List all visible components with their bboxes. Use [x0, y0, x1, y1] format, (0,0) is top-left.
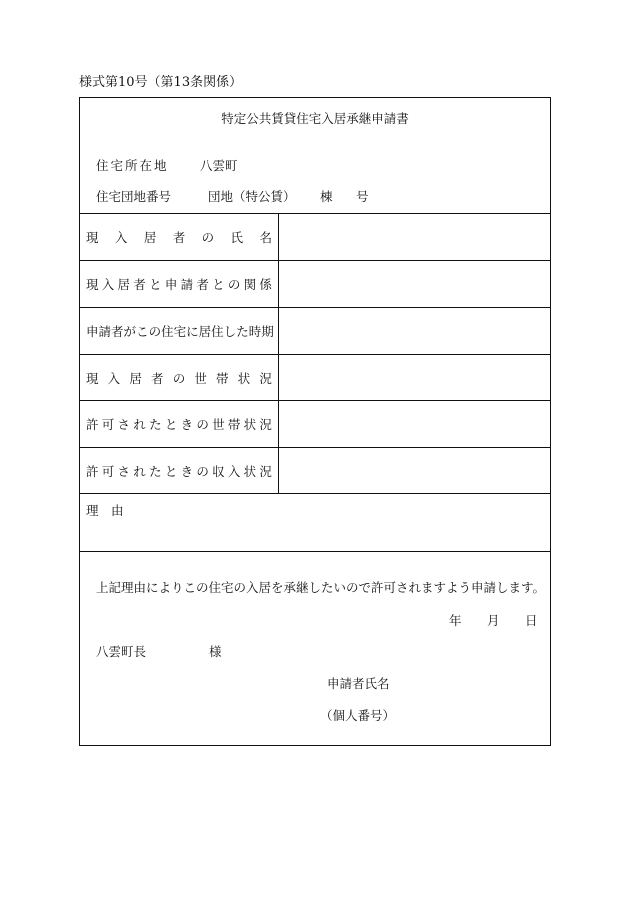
table-row-label: 現 入 居 者 の 世 帯 状 況: [86, 371, 272, 386]
complex-number-label: 住宅団地番号: [96, 189, 172, 204]
complex-gou-label: 号: [356, 189, 369, 204]
applicant-number-label: （個人番号）: [320, 708, 396, 723]
table-row-label: 現 入 居 者 と 申 請 者 と の 関 係: [86, 277, 272, 292]
date-day: 日: [525, 613, 538, 628]
form-title: 特定公共賃貸住宅入居承継申請書: [221, 111, 409, 126]
table-row-label: 申 請 者 が こ の 住 宅 に 居 住 し た 時 期: [86, 324, 274, 339]
divider: [80, 551, 550, 552]
table-row-label: 許 可 さ れ た と き の 世 帯 状 況: [86, 417, 272, 432]
complex-tou-label: 棟: [320, 189, 333, 204]
table-row-label: 現 入 居 者 の 氏 名: [86, 230, 272, 245]
table-row-label: 許 可 さ れ た と き の 収 入 状 況: [86, 464, 272, 479]
divider: [80, 493, 550, 494]
date-month: 月: [487, 613, 500, 628]
applicant-name-label: 申請者氏名: [327, 676, 390, 691]
form-number-label: 様式第10号（第13条関係）: [79, 75, 243, 90]
addressee-name: 八雲町長: [96, 644, 147, 659]
divider: [80, 260, 550, 261]
address-label: 住宅所在地: [96, 158, 169, 173]
application-statement: 上記理由によりこの住宅の入居を承継したいので許可されますよう申請します。: [96, 580, 546, 595]
divider: [80, 307, 550, 308]
divider: [80, 354, 550, 355]
divider: [80, 447, 550, 448]
divider: [80, 213, 550, 214]
address-value: 八雲町: [200, 158, 238, 173]
addressee-honorific: 様: [209, 644, 222, 659]
divider: [80, 400, 550, 401]
reason-label: 理 由: [86, 503, 124, 518]
column-divider: [278, 213, 279, 493]
application-form: [79, 97, 551, 746]
complex-danchi-label: 団地（特公賃）: [208, 189, 296, 204]
date-year: 年: [449, 613, 462, 628]
